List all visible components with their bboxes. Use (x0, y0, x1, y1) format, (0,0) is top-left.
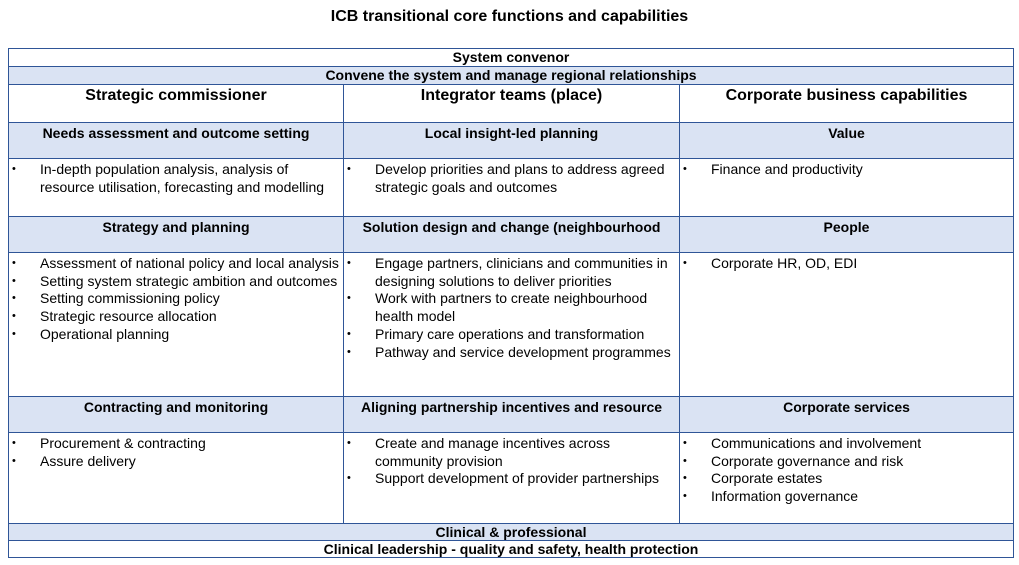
col-heading-corporate-business: Corporate business capabilities (680, 85, 1013, 123)
list-item: • Setting system strategic ambition and outcomes (9, 273, 339, 291)
section-heading-strategy-planning: Strategy and planning (9, 217, 344, 253)
section-heading-corporate-services: Corporate services (680, 397, 1013, 433)
list-item: • Primary care operations and transformation (344, 326, 675, 344)
functions-grid (9, 85, 1013, 523)
list-item: • Work with partners to create neighbourhood health model (344, 290, 675, 325)
section-list-strategy-planning (9, 253, 344, 397)
section-heading-local-insight: Local insight-led planning (344, 123, 680, 159)
clinical-leadership-desc: Clinical leadership - quality and safety, health protection (323, 541, 699, 557)
list-item: • Corporate HR, OD, EDI (680, 255, 1009, 273)
system-convenor-desc-row (9, 67, 1013, 85)
list-item: • Corporate governance and risk (680, 453, 1009, 471)
list-item: • Create and manage incentives across community provision (344, 435, 675, 470)
section-list-people (680, 253, 1013, 397)
clinical-professional-label: Clinical & professional (435, 524, 587, 540)
list-item: • Communications and involvement (680, 435, 1009, 453)
list-item: • Finance and productivity (680, 161, 1009, 179)
section-list-corporate-services (680, 433, 1013, 523)
col-heading-integrator-teams: Integrator teams (place) (344, 85, 680, 123)
section-list-needs-assessment (9, 159, 344, 217)
section-heading-people: People (680, 217, 1013, 253)
section-list-aligning-partnership (344, 433, 680, 523)
list-item: • Corporate estates (680, 470, 1009, 488)
capabilities-table (8, 48, 1014, 558)
system-convenor-row (9, 49, 1013, 67)
list-item: • Pathway and service development programmes (344, 344, 675, 362)
page-title: ICB transitional core functions and capabilities (330, 8, 689, 25)
clinical-professional-row (9, 523, 1013, 541)
list-item: • Assessment of national policy and local analysis (9, 255, 339, 273)
section-list-solution-design (344, 253, 680, 397)
section-list-value (680, 159, 1013, 217)
system-convenor-desc: Convene the system and manage regional relationships (325, 67, 697, 83)
col-heading-strategic-commissioner: Strategic commissioner (9, 85, 344, 123)
list-item: • Setting commissioning policy (9, 290, 339, 308)
section-heading-value: Value (680, 123, 1013, 159)
list-item: • Information governance (680, 488, 1009, 506)
section-heading-contracting: Contracting and monitoring (9, 397, 344, 433)
system-convenor-label: System convenor (452, 49, 570, 65)
clinical-leadership-row (9, 541, 1013, 557)
list-item: • Operational planning (9, 326, 339, 344)
list-item: • Procurement & contracting (9, 435, 339, 453)
section-heading-aligning-partnership: Aligning partnership incentives and resource (344, 397, 680, 433)
list-item: • Strategic resource allocation (9, 308, 339, 326)
section-heading-needs-assessment: Needs assessment and outcome setting (9, 123, 344, 159)
list-item: • Support development of provider partnerships (344, 470, 675, 488)
list-item: • Assure delivery (9, 453, 339, 471)
list-item: • Develop priorities and plans to address agreed strategic goals and outcomes (344, 161, 675, 196)
section-list-local-insight (344, 159, 680, 217)
section-heading-solution-design: Solution design and change (neighbourhood (344, 217, 680, 253)
section-list-contracting (9, 433, 344, 523)
list-item: • Engage partners, clinicians and communities in designing solutions to deliver priorities (344, 255, 675, 290)
list-item: • In-depth population analysis, analysis of resource utilisation, forecasting and modelling (9, 161, 339, 196)
